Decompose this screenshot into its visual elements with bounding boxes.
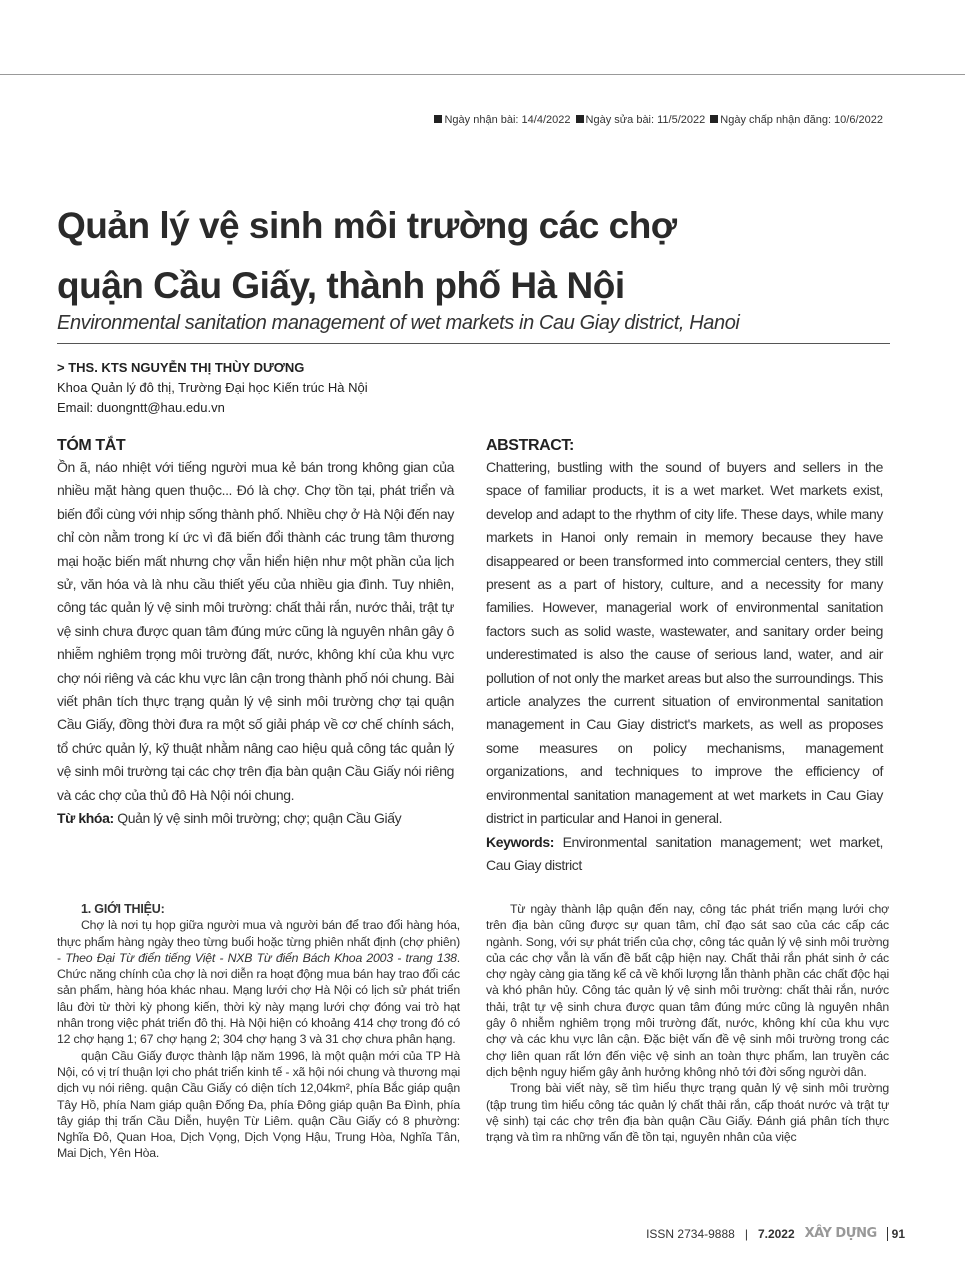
page-number: 91 — [887, 1227, 905, 1241]
title-divider — [57, 343, 890, 344]
abstract-en-text: Chattering, bustling with the sound of buyers and sellers in the space of familiar products, it is a wet market. Wet markets exist, develop and adapt to the rhythm of city life. These days, while many markets in Hanoi only remain in memory because they have disappeared or been transformed into commercial centers, they still present as a part of history, culture, and a necessity for many families. However, managerial work of environmental sanitation factors such as solid waste, wastewater, and sanitary order being underestimated is also the cause of serious land, water, and air pollution of not only the market areas but also the surroundings. This article analyzes the current situation of environmental sanitation management in Cau Giay district's markets, as well as proposes some measures on policy mechanisms, management organizations, and techniques to improve the efficiency of environmental sanitation management at wet markets in Cau Giay district in particular and Hanoi in general. — [486, 459, 883, 827]
article-title — [57, 196, 897, 316]
citation: Theo Đại Từ điển tiếng Việt - NXB Từ điển Bách Khoa 2003 - trang 138 — [65, 950, 457, 965]
square-bullet-icon — [434, 115, 442, 123]
section-heading: 1. GIỚI THIỆU: — [81, 902, 165, 916]
top-rule — [0, 74, 965, 75]
square-bullet-icon — [576, 115, 584, 123]
body-paragraph: Trong bài viết này, sẽ tìm hiểu thực trạng quản lý vệ sinh môi trường (tập trung tìm hiểu công tác quản lý chất thải rắn, cấp thoát nước và trật tự vệ sinh) tại các chợ trên địa bàn quận Cầu Giấy. Đánh giá phân tích thực trạng và tìm ra những vấn đề tồn tại, nguyên nhân của việc — [486, 1081, 889, 1145]
title-line-2: quận Cầu Giấy, thành phố Hà Nội — [57, 265, 625, 306]
keywords-en-label: Keywords: — [486, 833, 554, 850]
abstract-en-heading: ABSTRACT: — [486, 437, 574, 454]
author-block — [57, 358, 368, 418]
english-title: Environmental sanitation management of wet markets in Cau Giay district, Hanoi — [57, 312, 740, 334]
body-column-right — [486, 901, 889, 1145]
abstract-english — [486, 436, 883, 877]
magazine-logo: XÂY DỰNG — [804, 1226, 877, 1241]
accepted-date: Ngày chấp nhận đăng: 10/6/2022 — [720, 114, 883, 126]
keywords-vi: Quản lý vệ sinh môi trường; chợ; quận Cầu Giấy — [113, 810, 402, 827]
text: . Chức năng chính của chợ là nơi diễn ra hoạt động mua bán hay trao đổi các sản phẩm, hàng hóa khác nhau. Mạng lưới chợ Hà Nội có lịch sử phát triển lâu đời từ thời kỳ phong kiến, thời kỳ này mạng lưới chợ đóng vai trò hạt nhân trong việc phát triển đô thị. Hà Nội hiện có khoảng 414 chợ trong đó có 12 chợ hạng 1; 67 chợ hạng 2; 304 chợ hạng 3 và 31 chợ chưa phân hạng. — [57, 950, 460, 1047]
body-paragraph: Từ ngày thành lập quận đến nay, công tác phát triển mạng lưới chợ trên địa bàn cũng được sự quan tâm, chỉ đạo sát sao của các cấp các ngành. Song, với sự phát triển của chợ, công tác quản lý vệ sinh môi trường của các chợ vẫn là vấn đề bất cập hiện nay. Chất thải rắn phát sinh ở các chợ ngày càng gia tăng kể cả về khối lượng lẫn thành phần các chất độc hại và khó phân hủy. Công tác quản lý vệ sinh môi trường: chất thải rắn, nước thải, trật tự vệ sinh chưa được quan tâm đúng mức cũng là nguyên nhân gây ô nhiễm nghiêm trọng môi trường đất, nước, không khí của khu vực chợ và các khu vực lân cận. Đặc biệt vấn đề vệ sinh môi trường trong các chợ liên quan rất lớn đến việc vệ sinh an toàn thực phẩm, lan truyền các dịch bệnh nguy hiểm gây ảnh hưởng không nhỏ tới đời sống người dân. — [486, 902, 889, 1079]
body-column-left — [57, 901, 460, 1162]
abstract-vi-heading: TÓM TẮT — [57, 437, 126, 454]
author-email: Email: duongntt@hau.edu.vn — [57, 400, 225, 415]
author-name: > THS. KTS NGUYỄN THỊ THÙY DƯƠNG — [57, 360, 305, 375]
article-dates — [432, 114, 883, 126]
abstract-vi-text: Ồn ã, náo nhiệt với tiếng người mua kẻ bán trong không gian của nhiều mặt hàng quen thuộc... Đó là chợ. Chợ tồn tại, phát triển và biến đổi cùng với nhịp sống thành phố. Nhiều chợ ở Hà Nội đến nay chỉ còn nằm trong kí ức vì đã biến đổi thành các trung tâm thương mại hoặc biến mất nhưng chợ vẫn hiển hiện như một phần của lịch sử, văn hóa và là nhu cầu thiết yếu của nhiều gia đình. Tuy nhiên, công tác quản lý vệ sinh môi trường: chất thải rắn, nước thải, trật tự vệ sinh chưa được quan tâm đúng mức cũng là nguyên nhân gây ô nhiễm nghiêm trọng môi trường đất, nước, không khí của khu vực chợ nói riêng và các khu vực lân cận trong thành phố nói chung. Bài viết phân tích thực trạng quản lý vệ sinh môi trường chợ tại quận Cầu Giấy, đồng thời đưa ra một số giải pháp về cơ chế chính sách, tổ chức quản lý, kỹ thuật nhằm nâng cao hiệu quả công tác quản lý vệ sinh môi trường tại các chợ trên địa bàn quận Cầu Giấy nói riêng và các chợ của thủ đô Hà Nội nói chung. — [57, 459, 454, 803]
issue: 7.2022 — [757, 1226, 795, 1241]
title-line-1: Quản lý vệ sinh môi trường các chợ — [57, 205, 677, 246]
revised-date: Ngày sửa bài: 11/5/2022 — [585, 114, 706, 126]
issn: ISSN 2734-9888 — [646, 1226, 735, 1241]
body-paragraph: quận Cầu Giấy được thành lập năm 1996, là một quận mới của TP Hà Nội, có vị trí thuận lợi cho phát triển kinh tế - xã hội nói chung và thương mại dịch vụ nói riêng. quận Cầu Giấy có diện tích 12,04km², phía Bắc giáp quận Tây Hồ, phía Nam giáp quận Đống Đa, phía Đông giáp quận Ba Đình, phía tây giáp thị trấn Cầu Diễn, huyện Từ Liêm. quận Cầu Giấy có 8 phường: Nghĩa Đô, Quan Hoa, Dịch Vọng, Dịch Vọng Hậu, Trung Hòa, Nghĩa Tân, Mai Dịch, Yên Hòa. — [57, 1048, 460, 1161]
square-bullet-icon — [710, 115, 718, 123]
keywords-en: Environmental sanitation management; wet market, Cau Giay district — [486, 833, 883, 873]
text: Chợ là nơi tụ họp giữa người mua và người bán để trao đổi hàng hóa, thực phẩm hàng ngày theo từng buổi hoặc từng phiên nhất định (chợ phiên) - — [57, 918, 460, 965]
received-date: Ngày nhận bài: 14/4/2022 — [444, 114, 571, 126]
separator: | — [744, 1226, 748, 1241]
author-affiliation: Khoa Quản lý đô thị, Trường Đại học Kiến trúc Hà Nội — [57, 380, 368, 395]
page-footer — [646, 1226, 905, 1241]
abstract-vietnamese — [57, 436, 454, 831]
keywords-vi-label: Từ khóa: — [57, 810, 114, 827]
body-paragraph — [57, 917, 460, 1047]
